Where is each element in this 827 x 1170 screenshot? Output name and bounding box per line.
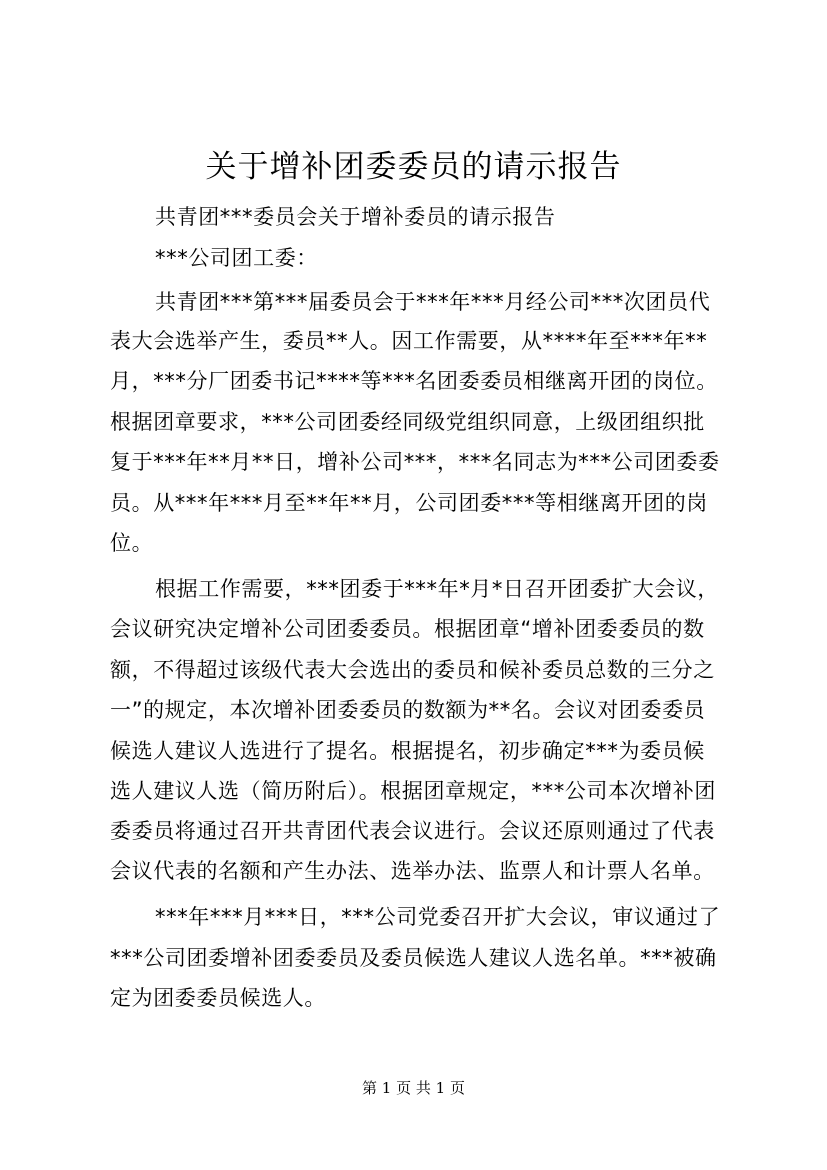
paragraph-line: 候选人建议人选进行了提名。根据提名，初步确定***为委员候 bbox=[110, 739, 705, 763]
page-number-footer: 第 1 页 共 1 页 bbox=[362, 1079, 465, 1097]
salutation-line: ***公司团工委： bbox=[155, 246, 318, 270]
paragraph-line: 根据工作需要，***团委于***年*月*日召开团委扩大会议， bbox=[155, 577, 719, 601]
paragraph-line: 员。从***年***月至**年**月，公司团委***等相继离开团的岗 bbox=[110, 491, 708, 515]
paragraph-line: 月，***分厂团委书记****等***名团委委员相继离开团的岗位。 bbox=[110, 369, 718, 393]
paragraph-line: 会议代表的名额和产生办法、选举办法、监票人和计票人名单。 bbox=[110, 859, 715, 883]
paragraph-line: 选人建议人选（简历附后）。根据团章规定，***公司本次增补团 bbox=[110, 779, 716, 803]
paragraph-line: 根据团章要求，***公司团委经同级党组织同意，上级团组织批 bbox=[110, 410, 705, 434]
paragraph-line: 定为团委委员候选人。 bbox=[110, 986, 326, 1010]
paragraph-line: 共青团***第***届委员会于***年***月经公司***次团员代 bbox=[155, 290, 711, 314]
paragraph-line: ***年***月***日，***公司党委召开扩大会议，审议通过了 bbox=[155, 905, 721, 929]
paragraph-line: 一”的规定，本次增补团委委员的数额为**名。会议对团委委员 bbox=[110, 698, 706, 722]
paragraph-line: 会议研究决定增补公司团委委员。根据团章“增补团委委员的数 bbox=[110, 617, 705, 641]
paragraph-line: 表大会选举产生，委员**人。因工作需要，从****年至***年** bbox=[110, 329, 708, 353]
document-title: 关于增补团委委员的请示报告 bbox=[205, 149, 622, 185]
paragraph-line: ***公司团委增补团委委员及委员候选人建议人选名单。***被确 bbox=[110, 946, 717, 970]
paragraph-line: 复于***年**月**日，增补公司***，***名同志为***公司团委委 bbox=[110, 450, 720, 474]
paragraph-line: 位。 bbox=[110, 531, 154, 555]
paragraph-line: 委委员将通过召开共青团代表会议进行。会议还原则通过了代表 bbox=[110, 819, 715, 843]
paragraph-line: 额，不得超过该级代表大会选出的委员和候补委员总数的三分之 bbox=[110, 658, 715, 682]
subtitle-line: 共青团***委员会关于增补委员的请示报告 bbox=[155, 205, 556, 229]
